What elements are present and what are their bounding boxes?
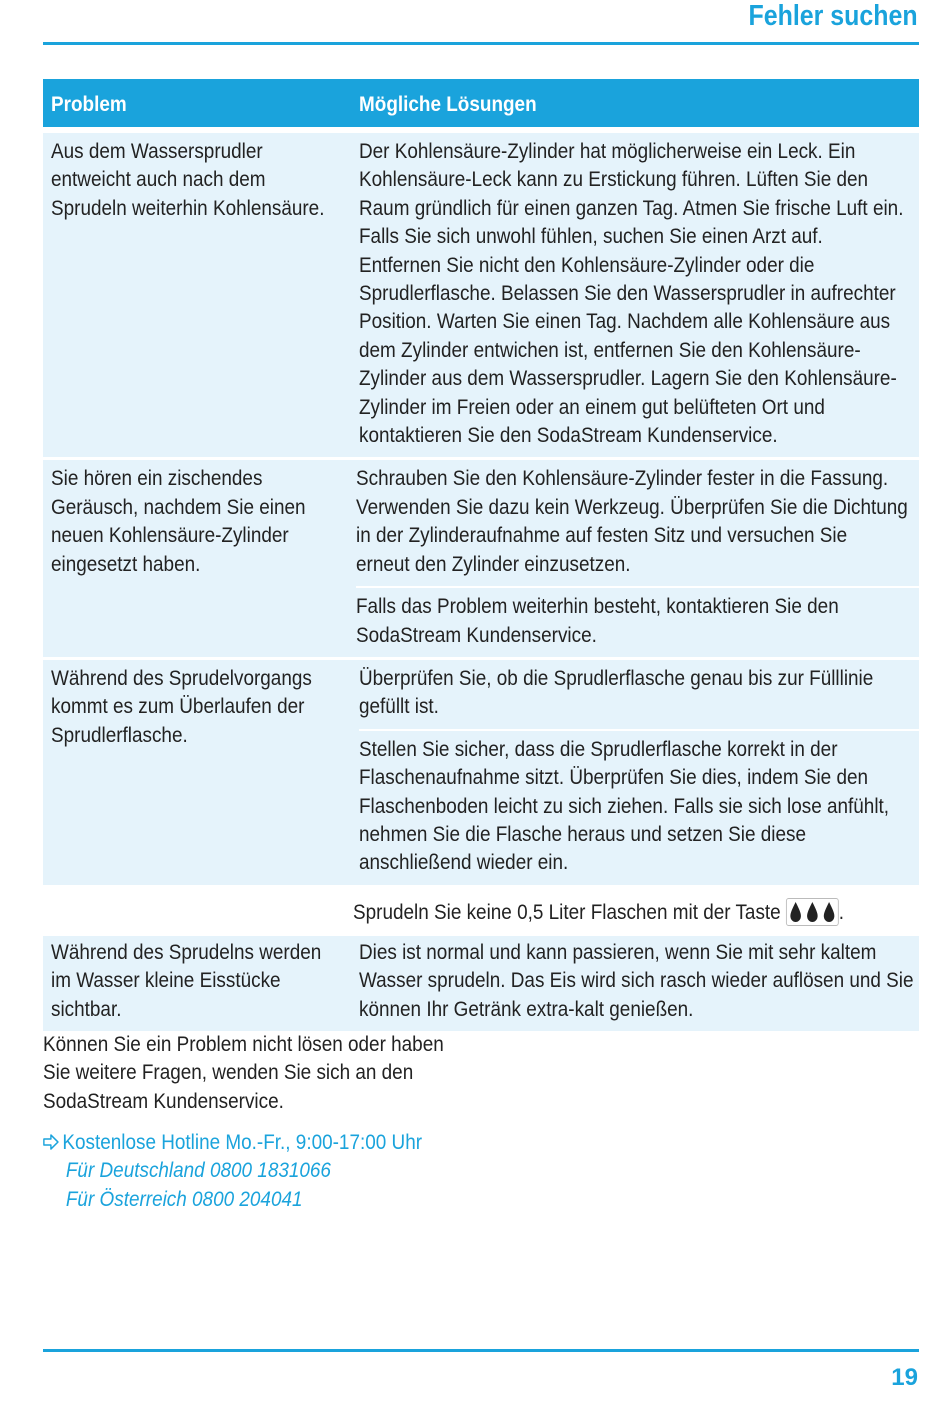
header-rule [43, 42, 919, 45]
footer-rule [43, 1349, 919, 1352]
problem-text: Sie hören ein zischendes Geräusch, nachdem Sie einen neuen Kohlensäure-Zylinder eingesetzt haben. [51, 466, 306, 576]
contact-note: Können Sie ein Problem nicht lösen oder haben Sie weitere Fragen, wenden Sie sich an den SodaStream Kundenservice. [43, 1032, 444, 1113]
solution-text: Der Kohlensäure-Zylinder hat möglicherweise ein Leck. Ein Kohlensäure-Leck kann zu Erstickung führen. Lüften Sie den Raum gründlich für einen ganzen Tag. Atmen Sie frische Luft ein. Falls Sie sich unwohl fühlen, suchen Sie einen Arzt auf. Entfernen Sie nicht den Kohlensäure-Zylinder oder die Sprudlerflasche. Belassen Sie den Wassersprudler in aufrechter Position. Warten Sie einen Tag. Nachdem alle Kohlensäure aus dem Zylinder entwichen ist, entfernen Sie den Kohlensäure- Zylinder aus dem Wassersprudler. Lagern Sie den Kohlensäure- Zylinder im Freien oder an einem gut belüfteten Ort und kontaktieren Sie den SodaStream Kundenservice. [359, 139, 904, 448]
solution-text: Sprudeln Sie keine 0,5 Liter Flaschen mit der Taste . [353, 899, 845, 924]
column-header-problem: Problem [51, 91, 127, 116]
page-number: 19 [891, 1364, 918, 1391]
problem-text: Aus dem Wassersprudler entweicht auch nach dem Sprudeln weiterhin Kohlensäure. [51, 139, 325, 220]
table-row [43, 660, 919, 888]
three-drops-icon [786, 898, 839, 926]
problem-text: Während des Sprudelns werden im Wasser kleine Eisstücke sichtbar. [51, 939, 322, 1021]
solution-text: Falls das Problem weiterhin besteht, kontaktieren Sie den SodaStream Kundenservice. [356, 594, 839, 647]
column-header-solutions: Mögliche Lösungen [359, 91, 537, 116]
troubleshooting-table [43, 79, 919, 1034]
hotline-germany: Für Deutschland 0800 1831066 [65, 1158, 331, 1183]
solution-text: Überprüfen Sie, ob die Sprudlerflasche genau bis zur Fülllinie gefüllt ist. [359, 660, 950, 731]
table-header-row [43, 79, 919, 127]
table-row [43, 936, 919, 1034]
arrow-right-icon [43, 1128, 62, 1156]
hotline-austria: Für Österreich 0800 204041 [65, 1186, 303, 1211]
table-row [43, 460, 919, 659]
table-row [43, 888, 919, 936]
solution-text: Schrauben Sie den Kohlensäure-Zylinder fester in die Fassung. Verwenden Sie dazu kein Werkzeug. Überprüfen Sie die Dichtung in der Zylinderaufnahme auf festen Sitz und versuchen Sie erneut den Zylinder einzusetzen. [356, 460, 950, 588]
table-row [43, 133, 919, 460]
hotline-info [43, 1128, 474, 1213]
problem-text: Während des Sprudelvorgangs kommt es zum Überlaufen der Sprudlerflasche. [51, 665, 312, 747]
hotline-title: Kostenlose Hotline Mo.-Fr., 9:00-17:00 Uhr [62, 1130, 423, 1154]
solution-text: Dies ist normal und kann passieren, wenn Sie mit sehr kaltem Wasser sprudeln. Das Eis wird sich rasch wieder auflösen und Sie können Ihr Getränk extra-kalt genießen. [359, 939, 914, 1021]
page-header-title: Fehler suchen [748, 0, 918, 32]
solution-text: Stellen Sie sicher, dass die Sprudlerflasche korrekt in der Flaschenaufnahme sitzt. Überprüfen Sie dies, indem Sie den Flaschenboden leicht zu sich ziehen. Falls sie sich lose anfühlt, nehmen Sie die Flasche heraus und setzen Sie diese anschließend wieder ein. [359, 736, 890, 875]
